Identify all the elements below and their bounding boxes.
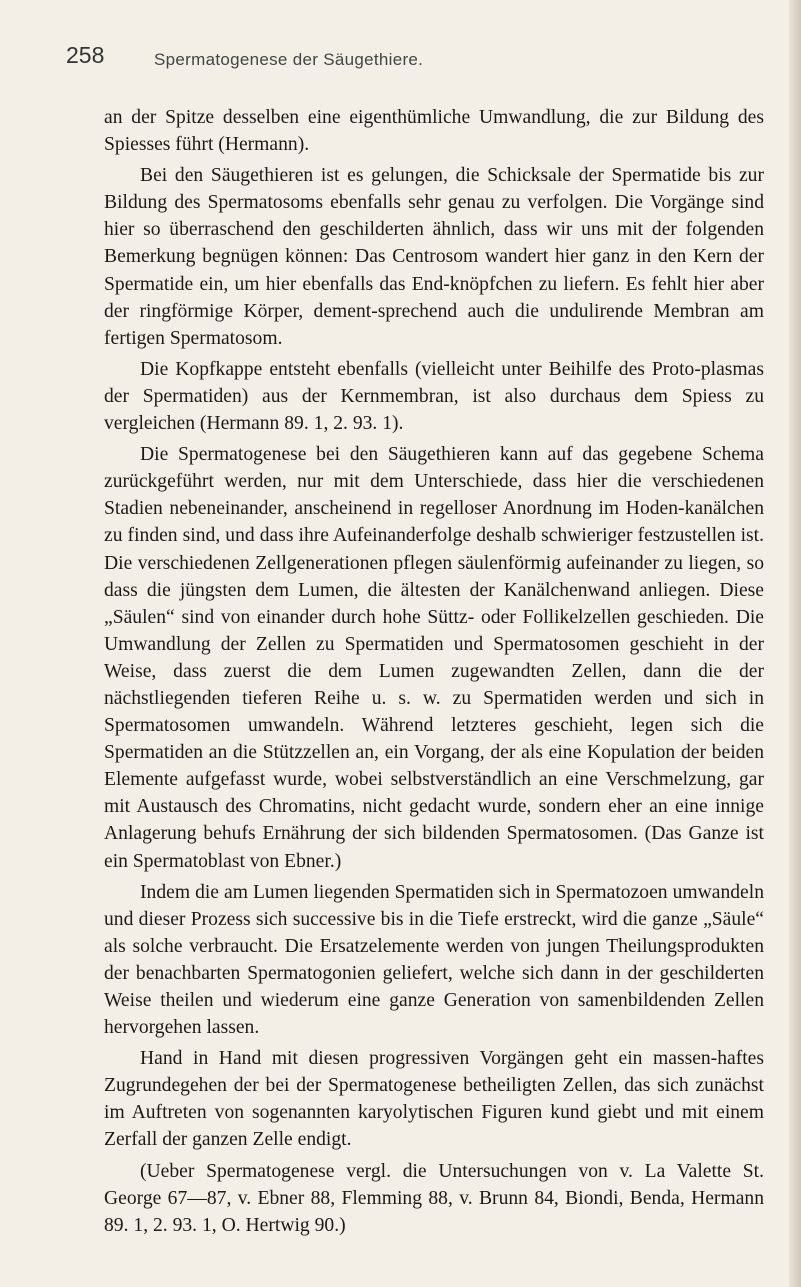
paragraph-6: Hand in Hand mit diesen progressiven Vorgängen geht ein massen-haftes Zugrundegehen der bei der Spermatogenese betheiligten Zellen, das sich zunächst im Auftreten von sogenannten karyolytischen Figuren kund giebt und mit einem Zerfall der ganzen Zelle endigt. [104,1048,764,1151]
page-edge [789,0,801,1287]
paragraph-5: Indem die am Lumen liegenden Spermatiden sich in Spermatozoen umwandeln und dieser Prozess sich successive bis in die Tiefe erstreckt, wird die ganze „Säule“ als solche verbraucht. Die Ersatzelemente werden von jungen Theilungsprodukten der benachbarten Spermatogonien geliefert, welche sich dann in der geschilderten Weise theilen und wiederum eine ganze Generation von samenbildenden Zellen hervorgehen lassen. [104,881,764,1039]
paragraph-4: Die Spermatogenese bei den Säugethieren kann auf das gegebene Schema zurückgeführt werden, nur mit dem Unterschiede, dass hier die verschiedenen Stadien nebeneinander, anscheinend in regelloser Anordnung im Hoden-kanälchen zu finden sind, und dass ihre Aufeinanderfolge deshalb schwieriger festzustellen ist. Die verschiedenen Zellgenerationen pflegen säulenförmig aufeinander zu liegen, so dass die jüngsten dem Lumen, die ältesten der Kanälchenwand anliegen. Diese „Säulen“ sind von einander durch hohe Süttz- oder Follikelzellen geschieden. Die Umwandlung der Zellen zu Spermatiden und Spermatosomen geschieht in der Weise, dass zuerst die dem Lumen zugewandten Zellen, dann die der nächstliegenden tieferen Reihe u. s. w. zu Spermatiden werden und sich in Spermatosomen umwandeln. Während letzteres geschieht, legen sich die Spermatiden an die Stützzellen an, ein Vorgang, der als eine Kopulation der beiden Elemente aufgefasst wurde, wobei selbstverständlich an eine Verschmelzung, gar mit Austausch des Chromatins, nicht gedacht wurde, sondern eher an eine innige Anlagerung behufs Ernährung der sich bildenden Spermatosomen. (Das Ganze ist ein Spermatoblast von Ebner.) [104,444,764,872]
paragraph-1: an der Spitze desselben eine eigenthümliche Umwandlung, die zur Bildung des Spiesses führt (Hermann). [104,107,764,156]
paragraph-2: Bei den Säugethieren ist es gelungen, die Schicksale der Spermatide bis zur Bildung des Spermatosoms ebenfalls sehr genau zu verfolgen. Die Vorgänge sind hier so überraschend den geschilderten ähnlich, dass wir uns mit der folgenden Bemerkung begnügen können: Das Centrosom wandert hier ganz in den Kern der Spermatide ein, um hier ebenfalls das End-knöpfchen zu liefern. Es fehlt hier aber der ringförmige Körper, dement-sprechend auch die undulirende Membran am fertigen Spermatosom. [104,165,764,349]
page-header [66,42,686,72]
running-head: Spermatogenese der Säugethiere. [154,50,424,69]
page-number: 258 [66,42,105,68]
body-text [104,104,764,1239]
paragraph-7: (Ueber Spermatogenese vergl. die Untersuchungen von v. La Valette St. George 67—87, v. Ebner 88, Flemming 88, v. Brunn 84, Biondi, Benda, Hermann 89. 1, 2. 93. 1, O. Hertwig 90.) [104,1160,764,1236]
paragraph-3: Die Kopfkappe entsteht ebenfalls (vielleicht unter Beihilfe des Proto-plasmas der Spermatiden) aus der Kernmembran, ist also durchaus dem Spiess zu vergleichen (Hermann 89. 1, 2. 93. 1). [104,358,764,435]
